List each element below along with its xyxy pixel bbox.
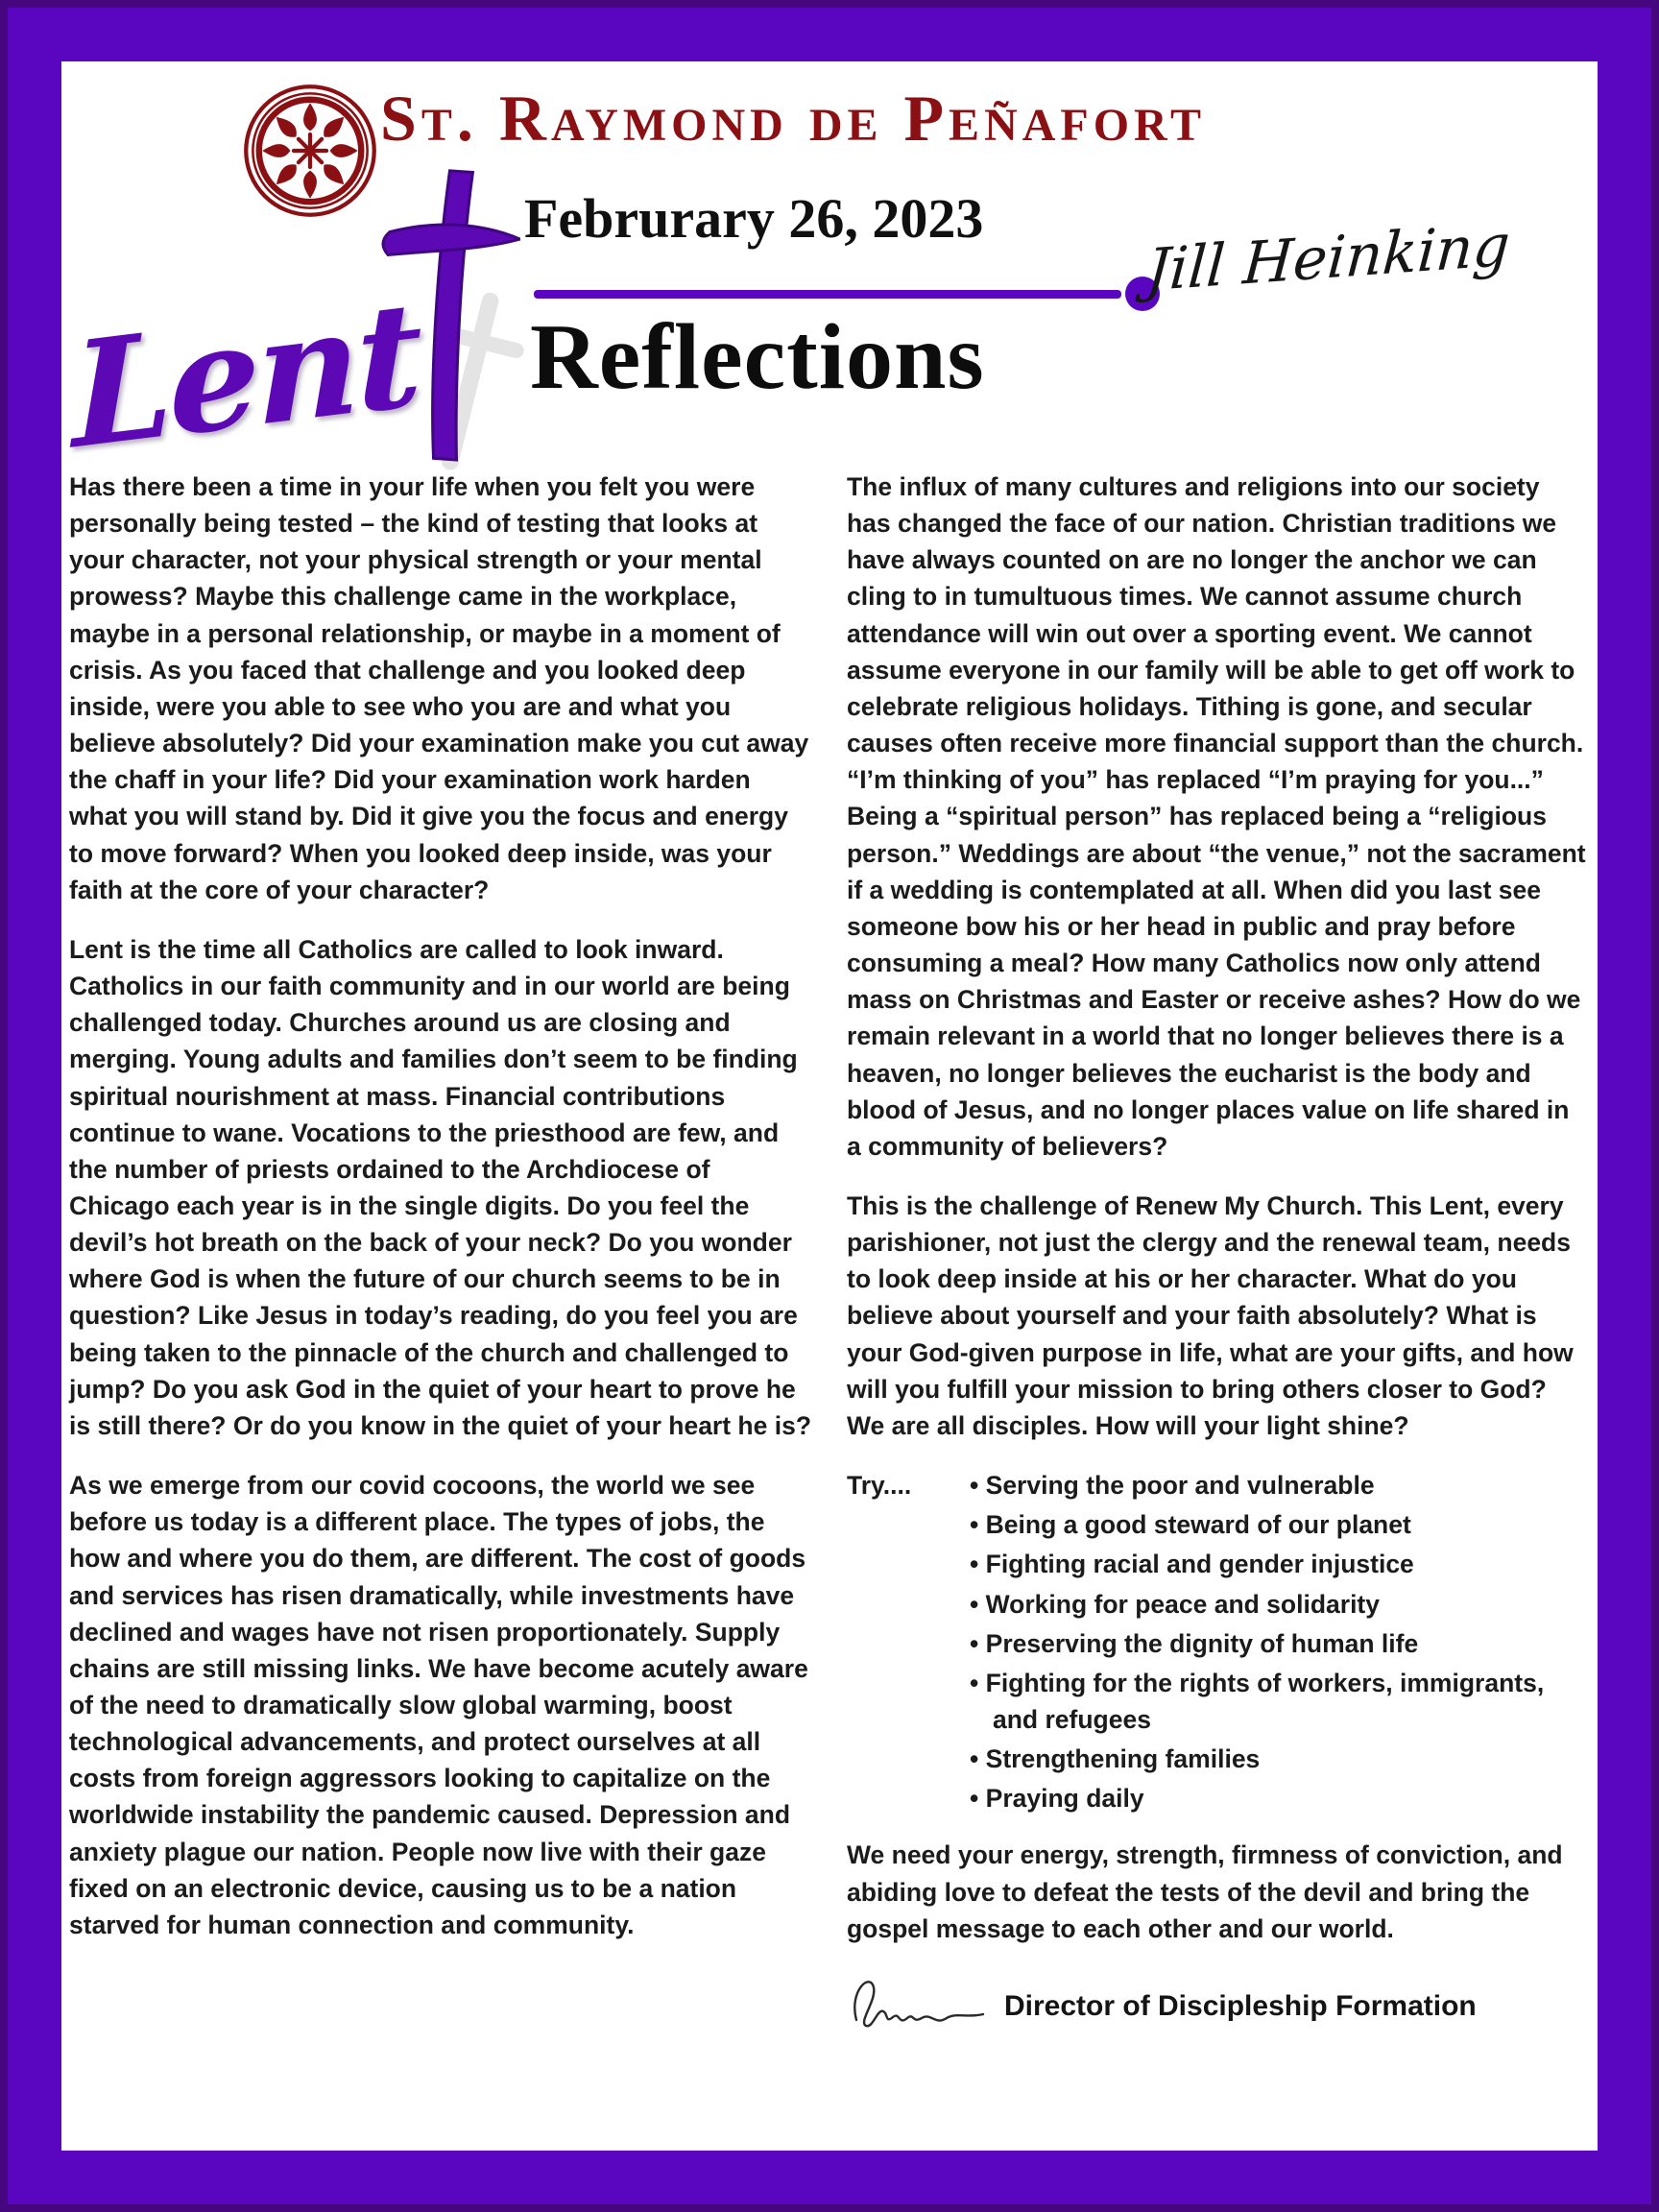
page-title: Reflections xyxy=(530,305,985,409)
list-item: • Working for peace and solidarity xyxy=(954,1586,1590,1623)
try-list xyxy=(954,1467,1590,1819)
paragraph: As we emerge from our covid cocoons, the world we see before us today is a different place. The types of jobs, the how and where you do them, are different. The cost of goods and services has risen dramatically, while investments have declined and wages have not risen proportionately. Supply chains are still missing links. We have become acutely aware of the need to dramatically slow global warming, boost technological advancements, and protect ourselves at all costs from foreign aggressors looking to capitalize on the worldwide instability the pandemic caused. Depression and anxiety plague our nation. People now live with their gaze fixed on an electronic device, causing us to be a nation starved for human connection and community. xyxy=(69,1471,808,1939)
footer-title: Director of Discipleship Formation xyxy=(1004,1989,1477,2022)
lent-logo xyxy=(70,175,532,482)
paragraph: Has there been a time in your life when you felt you were personally being tested – the kind of testing that looks at your character, not your physical strength or your mental prowess? Maybe this challenge came in the workplace, maybe in a personal relationship, or maybe in a moment of crisis. As you faced that challenge and you looked deep inside, were you able to see who you are and what you believe absolutely? Did your examination make you cut away the chaff in your life? Did your examination work harden what you will stand by. Did it give you the focus and energy to move forward? When you looked deep inside, was your faith at the core of your character? xyxy=(69,472,809,904)
list-item: • Serving the poor and vulnerable xyxy=(954,1467,1590,1503)
list-item: • Strengthening families xyxy=(954,1741,1590,1777)
header-rule xyxy=(534,290,1121,299)
parish-name: St. Raymond de Peñafort xyxy=(380,82,1207,155)
try-label: Try.... xyxy=(847,1471,912,1501)
paragraph: Lent is the time all Catholics are called to look inward. Catholics in our faith community and in our world are being challenged today. Churches around us are closing and merging. Young adults and families don’t seem to be finding spiritual nourishment at mass. Financial contributions continue to wane. Vocations to the priesthood are few, and the number of priests ordained to the Archdiocese of Chicago each year is in the single digits. Do you feel the devil’s hot breath on the back of your neck? Do you wonder where God is when the future of our church seems to be in question? Like Jesus in today’s reading, do you feel you are being taken to the pinnacle of the church and challenged to jump? Do you ask God in the quiet of your heart to prove he is still there? Or do you know in the quiet of your heart he is? xyxy=(69,934,812,1440)
list-item: • Fighting for the rights of workers, immigrants, and refugees xyxy=(954,1665,1590,1738)
footer xyxy=(847,1970,1590,2032)
paragraph: The influx of many cultures and religions into our society has changed the face of our nation. Christian traditions we have always counted on are no longer the anchor we can cling to in tumultuous times. We cannot assume church attendance will win out over a sporting event. We cannot assume everyone in our family will be able to get off work to celebrate religious holidays. Tithing is gone, and secular causes often receive more financial support than the church. “I’m thinking of you” has replaced “I’m praying for you...” Being a “spiritual person” has replaced being a “religious person.” Weddings are about “the venue,” not the sacrament if a wedding is contemplated at all. When did you last see someone bow his or her head in public and pray before consuming a meal? How many Catholics now only attend mass on Christmas and Easter or receive ashes? How do we remain relevant in a world that no longer believes there is a heaven, no longer believes the eucharist is the body and blood of Jesus, and no longer places value on life shared in a community of believers? xyxy=(847,472,1586,1161)
list-item: • Being a good steward of our planet xyxy=(954,1506,1590,1543)
try-section xyxy=(847,1467,1590,1819)
page-border-inner xyxy=(8,8,1651,2204)
left-column xyxy=(69,469,812,2032)
right-column xyxy=(847,469,1590,2032)
issue-date: Februrary 26, 2023 xyxy=(524,187,984,250)
paragraph: This is the challenge of Renew My Church. This Lent, every parishioner, not just the clergy and the renewal team, needs to look deep inside at his or her character. What do you believe about yourself and your faith absolutely? What is your God-given purpose in life, what are your gifts, and how will you fulfill your mission to bring others closer to God? We are all disciples. How will your light shine? xyxy=(847,1190,1574,1440)
signature-scribble-icon xyxy=(847,1970,991,2032)
lent-logo-text: Lent xyxy=(70,269,421,482)
author-signature: Jill Heinking xyxy=(1143,211,1512,305)
article-body xyxy=(61,465,1598,2032)
list-item: • Praying daily xyxy=(954,1780,1590,1816)
list-item: • Preserving the dignity of human life xyxy=(954,1625,1590,1662)
closing-paragraph: We need your energy, strength, firmness of conviction, and abiding love to defeat the tests of the devil and bring the gospel message to each other and our world. xyxy=(847,1840,1563,1943)
list-item: • Fighting racial and gender injustice xyxy=(954,1546,1590,1582)
page-content xyxy=(61,61,1598,2151)
header xyxy=(61,61,1598,482)
